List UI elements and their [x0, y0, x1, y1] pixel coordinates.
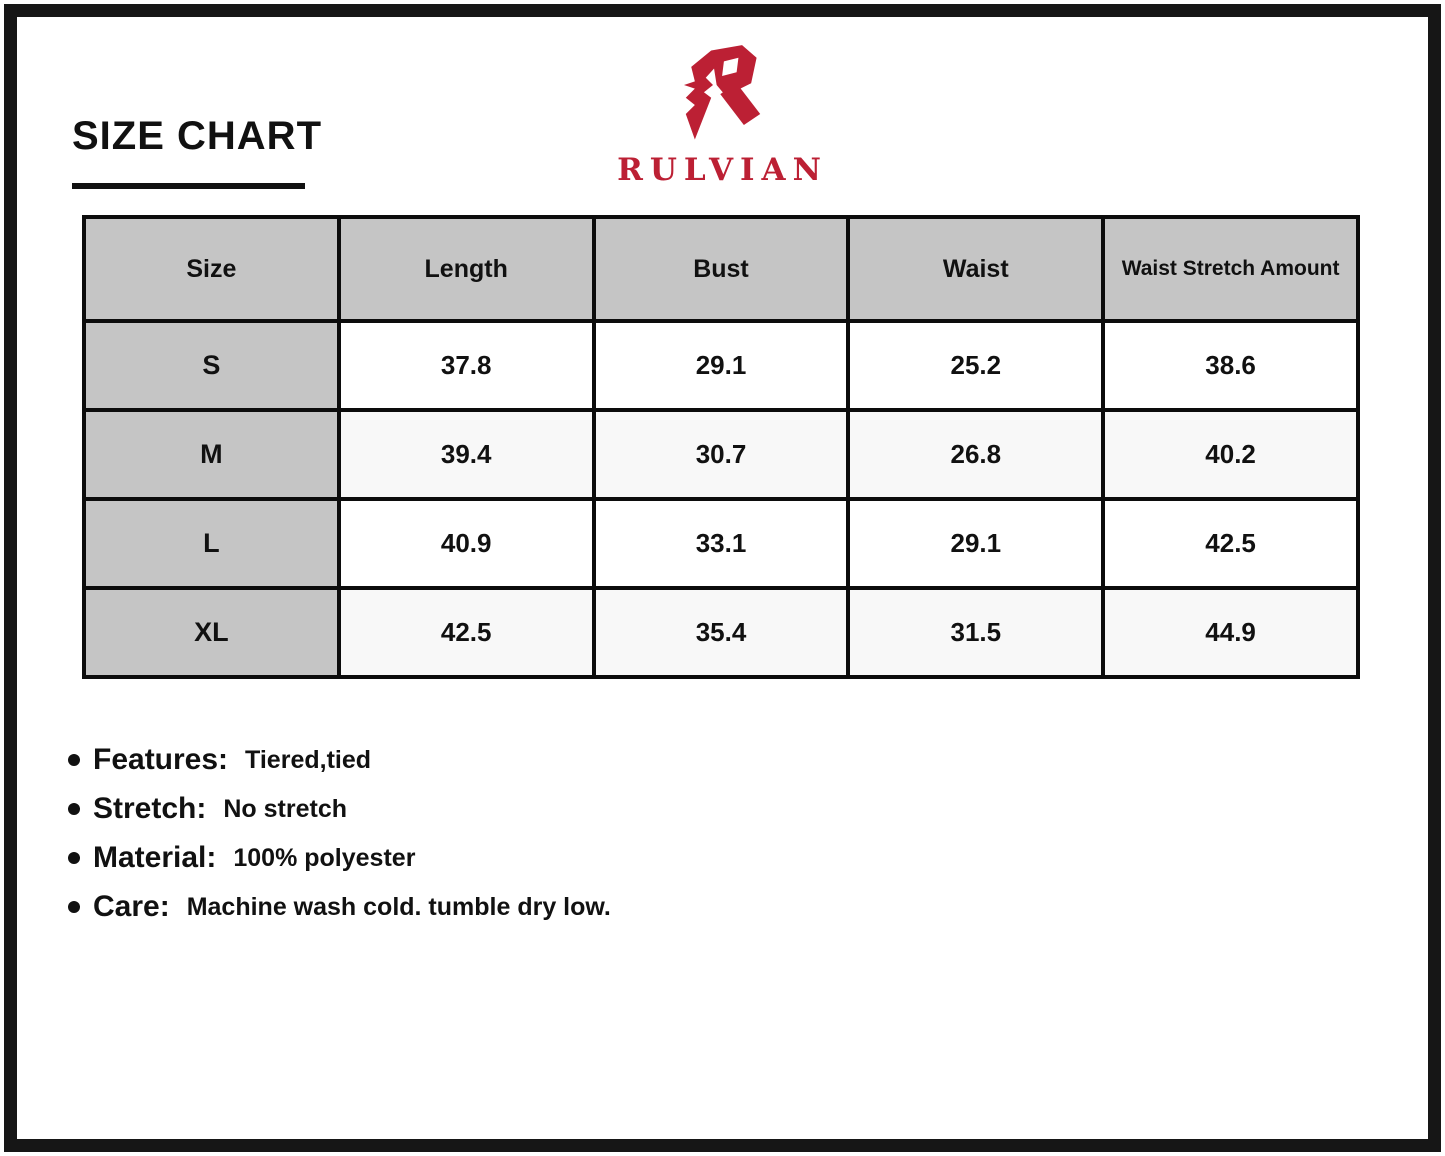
bullet-icon [68, 803, 80, 815]
page-title: SIZE CHART [72, 114, 322, 158]
measurement-cell: 38.6 [1103, 321, 1358, 410]
measurement-cell: 30.7 [594, 410, 849, 499]
table-row-m [84, 410, 1358, 499]
measurement-cell: 29.1 [594, 321, 849, 410]
size-table [82, 215, 1360, 679]
column-header-waist: Waist [848, 217, 1103, 321]
column-header-size: Size [84, 217, 339, 321]
detail-item-stretch [68, 791, 611, 827]
table-header-row [84, 217, 1358, 321]
measurement-cell: 39.4 [339, 410, 594, 499]
measurement-cell: 35.4 [594, 588, 849, 677]
table-row-xl [84, 588, 1358, 677]
measurement-cell: 42.5 [339, 588, 594, 677]
detail-item-material [68, 840, 611, 876]
details-list [68, 742, 611, 938]
bullet-icon [68, 754, 80, 766]
detail-label: Features: [93, 743, 229, 776]
column-header-length: Length [339, 217, 594, 321]
detail-value: Machine wash cold. tumble dry low. [186, 892, 611, 921]
detail-label: Stretch: [93, 792, 207, 825]
measurement-cell: 26.8 [848, 410, 1103, 499]
column-header-bust: Bust [594, 217, 849, 321]
size-cell: M [84, 410, 339, 499]
measurement-cell: 42.5 [1103, 499, 1358, 588]
bullet-icon [68, 852, 80, 864]
measurement-cell: 33.1 [594, 499, 849, 588]
size-cell: XL [84, 588, 339, 677]
measurement-cell: 40.2 [1103, 410, 1358, 499]
table-body [84, 321, 1358, 677]
measurement-cell: 37.8 [339, 321, 594, 410]
measurement-cell: 25.2 [848, 321, 1103, 410]
bullet-icon [68, 901, 80, 913]
measurement-cell: 44.9 [1103, 588, 1358, 677]
table-row-s [84, 321, 1358, 410]
detail-value: No stretch [223, 794, 347, 823]
detail-label: Material: [93, 841, 217, 874]
detail-item-features [68, 742, 611, 778]
size-cell: S [84, 321, 339, 410]
brand-name: RULVIAN [617, 152, 828, 188]
measurement-cell: 31.5 [848, 588, 1103, 677]
title-underline [72, 183, 305, 189]
table-row-l [84, 499, 1358, 588]
detail-value: 100% polyester [233, 843, 416, 872]
measurement-cell: 29.1 [848, 499, 1103, 588]
column-header-waist-stretch-amount: Waist Stretch Amount [1103, 217, 1358, 321]
measurement-cell: 40.9 [339, 499, 594, 588]
size-cell: L [84, 499, 339, 588]
detail-label: Care: [93, 890, 170, 923]
detail-item-care [68, 889, 611, 925]
detail-value: Tiered,tied [245, 745, 372, 774]
